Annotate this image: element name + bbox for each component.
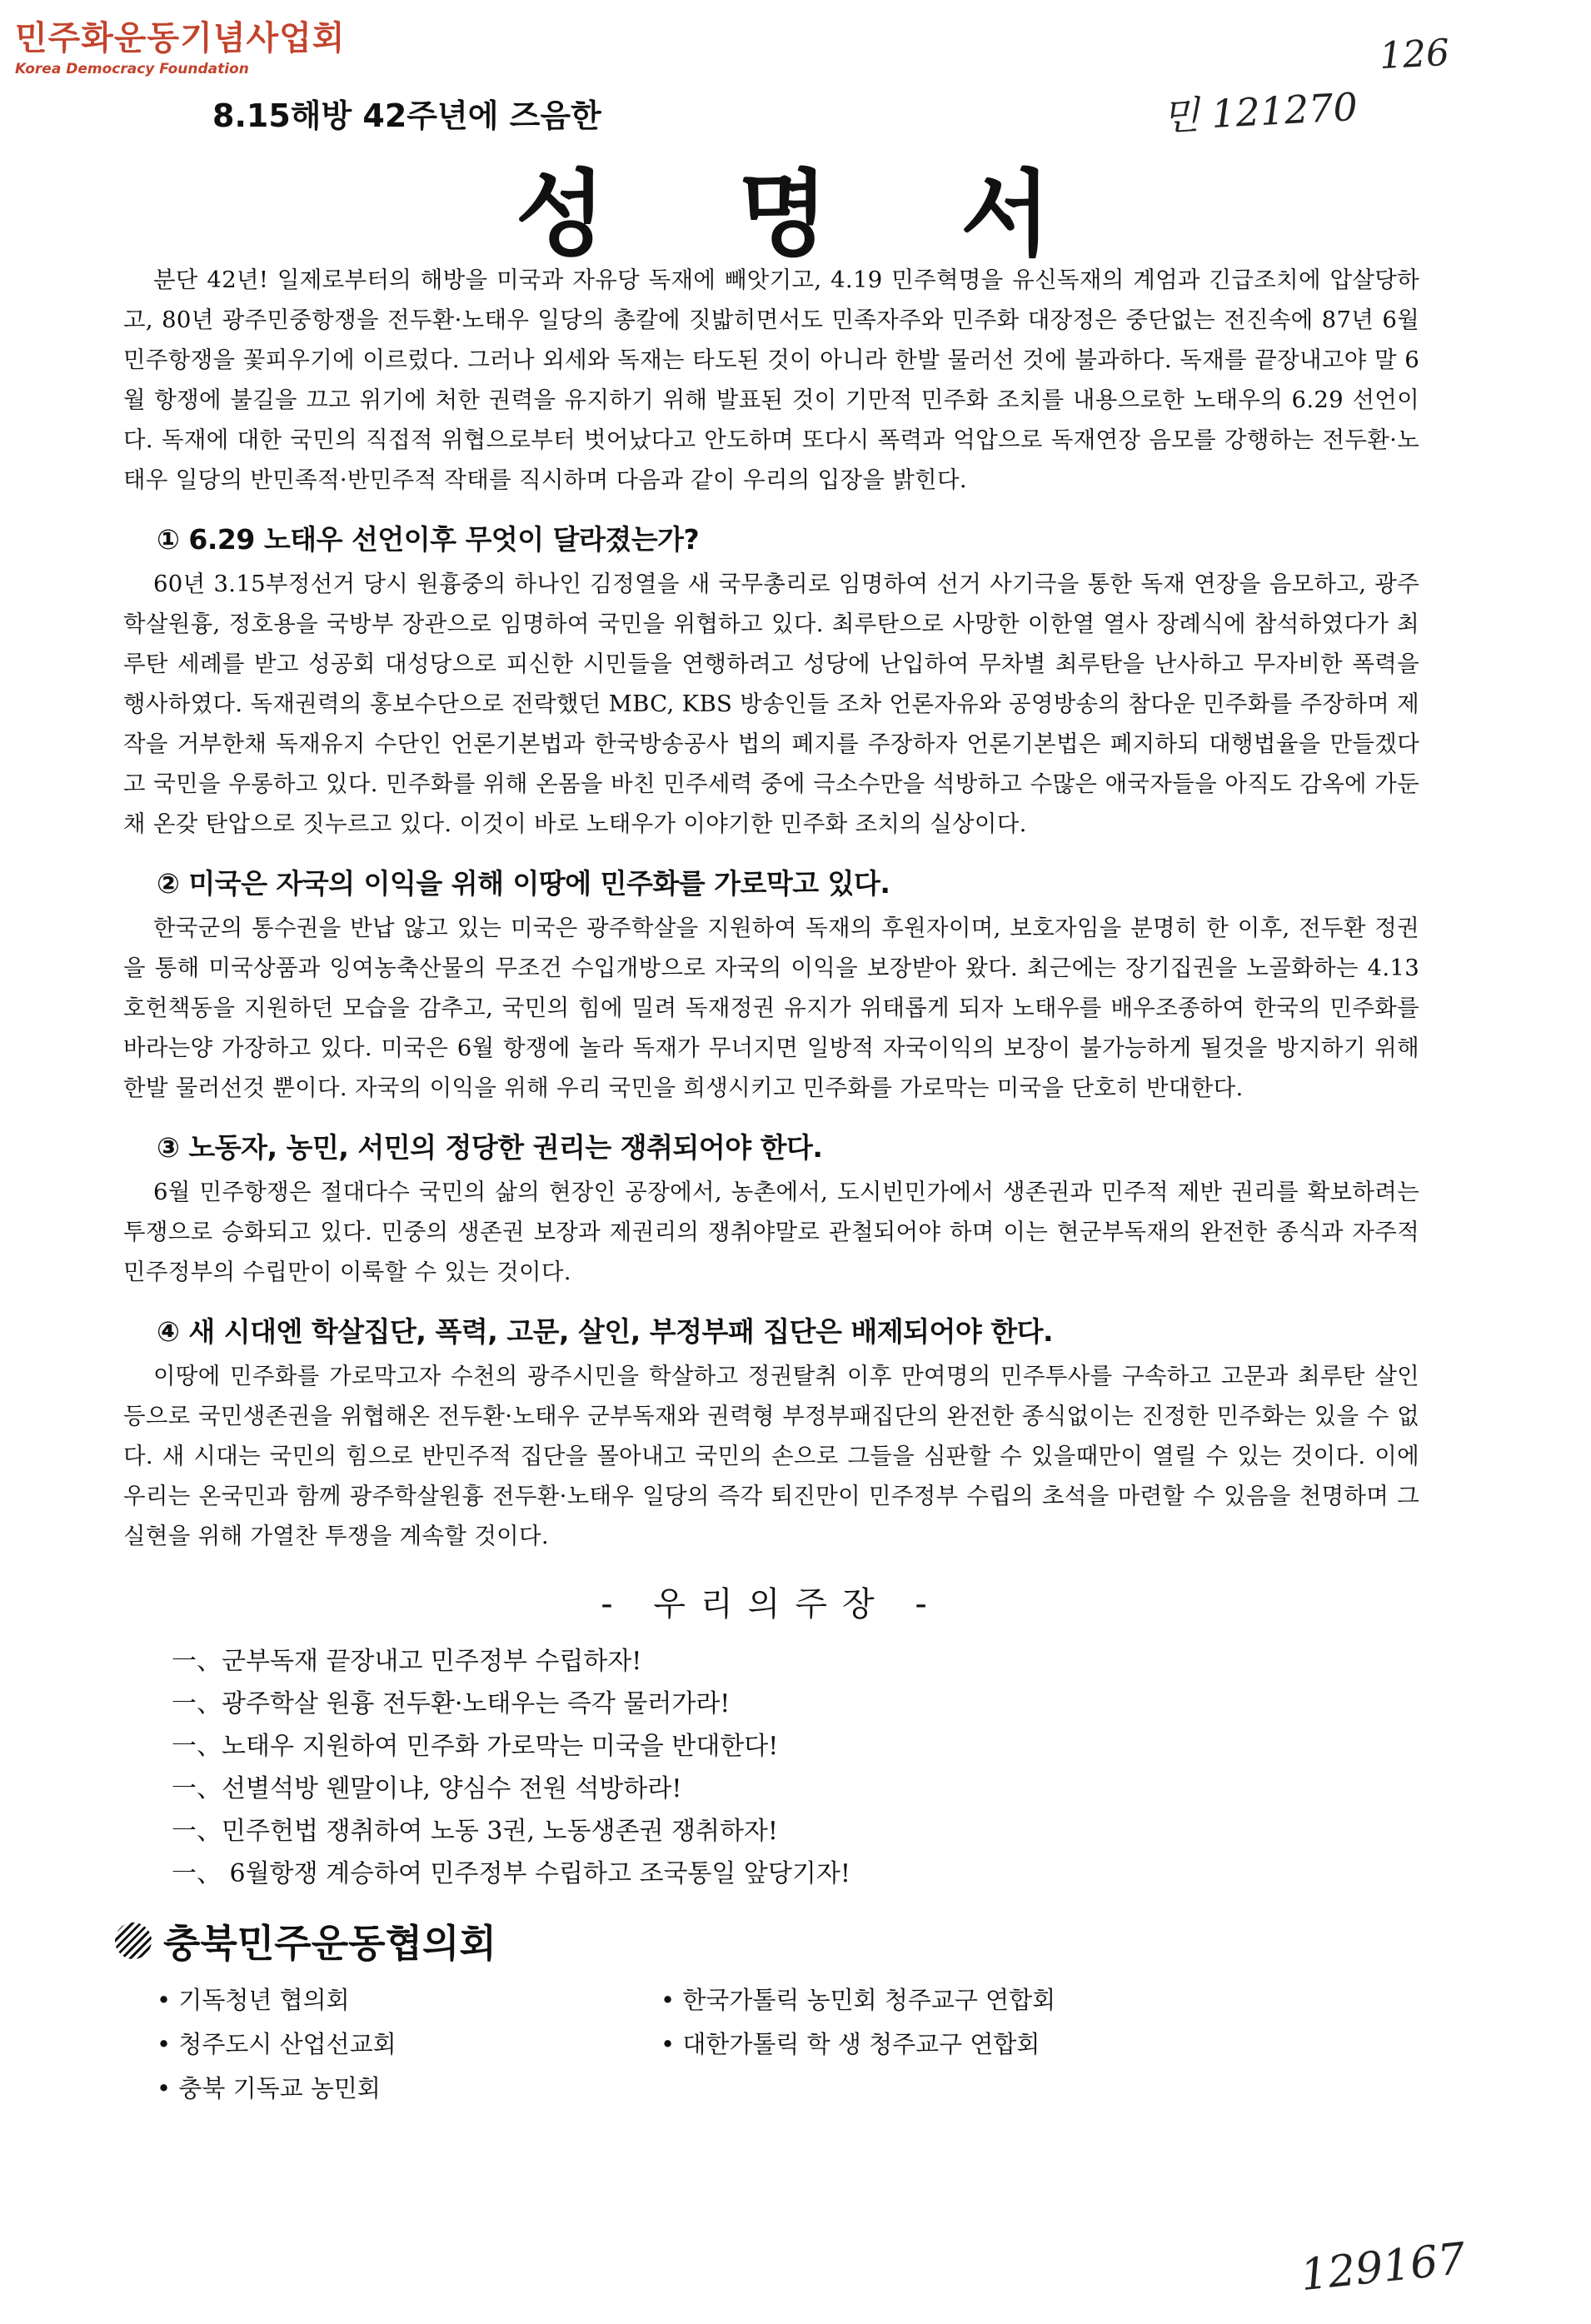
foundation-watermark (15, 12, 345, 77)
member-item: • 충북 기독교 농민회 (157, 2074, 381, 2102)
member-item: • 대한가톨릭 학 생 청주교구 연합회 (661, 2030, 1040, 2058)
claims-list (123, 1640, 1419, 1895)
claim-item: 一、노태우 지원하여 민주화 가로막는 미국을 반대한다! (172, 1732, 779, 1761)
member-item: • 한국가톨릭 농민회 청주교구 연합회 (661, 1986, 1056, 2014)
pre-title: 8.15해방 42주년에 즈음한 (212, 97, 601, 134)
organization-header (115, 1913, 1419, 1968)
claim-item: 一、 6월항쟁 계승하여 민주정부 수립하고 조국통일 앞당기자! (172, 1859, 850, 1888)
intro-paragraph: 분단 42년! 일제로부터의 해방을 미국과 자유당 독재에 빼앗기고, 4.19 민주혁명을 유신독재의 계엄과 긴급조치에 압살당하고, 80년 광주민중항쟁을 전두환·노태우 일당의 총칼에 짓밟히면서도 민족자주와 민주화 대장정은 중단없는 전진속에 87년 6월 민주항쟁을 꽃피우기에 이르렀다. 그러나 외세와 독재는 타도된 것이 아니라 한발 물러선 것에 불과하다. 독재를 끝장내고야 말 6월 항쟁에 불길을 끄고 위기에 처한 권력을 유지하기 위해 발표된 것이 기만적 민주화 조치를 내용으로한 노태우의 6.29 선언이다. 독재에 대한 국민의 직접적 위협으로부터 벗어났다고 안도하며 또다시 폭력과 억압으로 독재연장 음모를 강행하는 전두환·노태우 일당의 반민족적·반민주적 작태를 직시하며 다음과 같이 우리의 입장을 밝힌다. (123, 267, 1419, 493)
claim-item: 一、선별석방 웬말이냐, 양심수 전원 석방하라! (172, 1774, 682, 1803)
member-list (123, 1980, 1419, 2109)
section-heading-3: ③ 노동자, 농민, 서민의 정당한 권리는 쟁취되어야 한다. (157, 1131, 823, 1164)
claim-item: 一、광주학살 원흉 전두환·노태우는 즉각 물러가라! (172, 1689, 731, 1718)
handwritten-catalog-number: 129167 (1298, 2233, 1469, 2302)
member-item: • 청주도시 산업선교회 (157, 2030, 397, 2058)
handwritten-doc-id: 민 121270 (1161, 83, 1359, 140)
section-body-3: 6월 민주항쟁은 절대다수 국민의 삶의 현장인 공장에서, 농촌에서, 도시빈민가에서 생존권과 민주적 제반 권리를 확보하려는 투쟁으로 승화되고 있다. 민중의 생존권 보장과 제권리의 쟁취야말로 관철되어야 하며 이는 현군부독재의 완전한 종식과 자주적 민주정부의 수립만이 이룩할 수 있는 것이다. (123, 1179, 1419, 1285)
claims-title: - 우리의주장 - (601, 1585, 942, 1623)
page-title: 성 명 서 (515, 161, 1101, 269)
member-item: • 기독청년 협의회 (157, 1986, 350, 2014)
watermark-english: Korea Democracy Foundation (15, 61, 249, 77)
section-body-1: 60년 3.15부정선거 당시 원흉중의 하나인 김정열을 새 국무총리로 임명하여 선거 사기극을 통한 독재 연장을 음모하고, 광주학살원흉, 정호용을 국방부 장관으로 임명하여 국민을 위협하고 있다. 최루탄으로 사망한 이한열 열사 장례식에 참석하였다가 최루탄 세례를 받고 성공회 대성당으로 피신한 시민들을 연행하려고 성당에 난입하여 무차별 최루탄을 난사하고 무자비한 폭력을 행사하였다. 독재권력의 홍보수단으로 전락했던 MBC, KBS 방송인들 조차 언론자유와 공영방송의 참다운 민주화를 주장하며 제작을 거부한채 독재유지 수단인 언론기본법과 한국방송공사 법의 폐지를 주장하자 언론기본법은 폐지하되 대행법율을 만들겠다고 국민을 우롱하고 있다. 민주화를 위해 온몸을 바친 민주세력 중에 극소수만을 석방하고 수많은 애국자들을 아직도 감옥에 가둔채 온갖 탄압으로 짓누르고 있다. 이것이 바로 노태우가 이야기한 민주화 조치의 실상이다. (123, 571, 1419, 837)
statement-body (123, 260, 1419, 2109)
organization-name: 충북민주운동협의회 (163, 1921, 496, 1966)
section-heading-4: ④ 새 시대엔 학살집단, 폭력, 고문, 살인, 부정부패 집단은 배제되어야 한다. (157, 1315, 1054, 1348)
hatched-circle-icon (115, 1923, 152, 1959)
section-heading-1: ① 6.29 노태우 선언이후 무엇이 달라졌는가? (157, 523, 700, 556)
handwritten-page-number: 126 (1378, 31, 1451, 78)
claim-item: 一、군부독재 끝장내고 민주정부 수립하자! (172, 1647, 642, 1676)
section-heading-2: ② 미국은 자국의 이익을 위해 이땅에 민주화를 가로막고 있다. (157, 867, 890, 900)
section-body-4: 이땅에 민주화를 가로막고자 수천의 광주시민을 학살하고 정권탈취 이후 만여명의 민주투사를 구속하고 고문과 최루탄 살인 등으로 국민생존권을 위협해온 전두환·노태우 군부독재와 권력형 부정부패집단의 완전한 종식없이는 진정한 민주화는 있을 수 없다. 새 시대는 국민의 힘으로 반민주적 집단을 몰아내고 국민의 손으로 그들을 심판할 수 있을때만이 열릴 수 있는 것이다. 이에 우리는 온국민과 함께 광주학살원흉 전두환·노태우 일당의 즉각 퇴진만이 민주정부 수립의 초석을 마련할 수 있음을 천명하며 그 실현을 위해 가열찬 투쟁을 계속할 것이다. (123, 1363, 1419, 1549)
claim-item: 一、민주헌법 쟁취하여 노동 3권, 노동생존권 쟁취하자! (172, 1817, 778, 1846)
section-body-2: 한국군의 통수권을 반납 않고 있는 미국은 광주학살을 지원하여 독재의 후원자이며, 보호자임을 분명히 한 이후, 전두환 정권을 통해 미국상품과 잉여농축산물의 무조건 수입개방으로 자국의 이익을 보장받아 왔다. 최근에는 장기집권을 노골화하는 4.13호헌책동을 지원하던 모습을 감추고, 국민의 힘에 밀려 독재정권 유지가 위태롭게 되자 노태우를 배우조종하여 한국의 민주화를 바라는양 가장하고 있다. 미국은 6월 항쟁에 놀라 독재가 무너지면 일방적 자국이익의 보장이 불가능하게 될것을 방지하기 위해 한발 물러선것 뿐이다. 자국의 이익을 위해 우리 국민을 희생시키고 민주화를 가로막는 미국을 단호히 반대한다. (123, 915, 1419, 1101)
watermark-korean: 민주화운동기념사업회 (15, 19, 346, 57)
